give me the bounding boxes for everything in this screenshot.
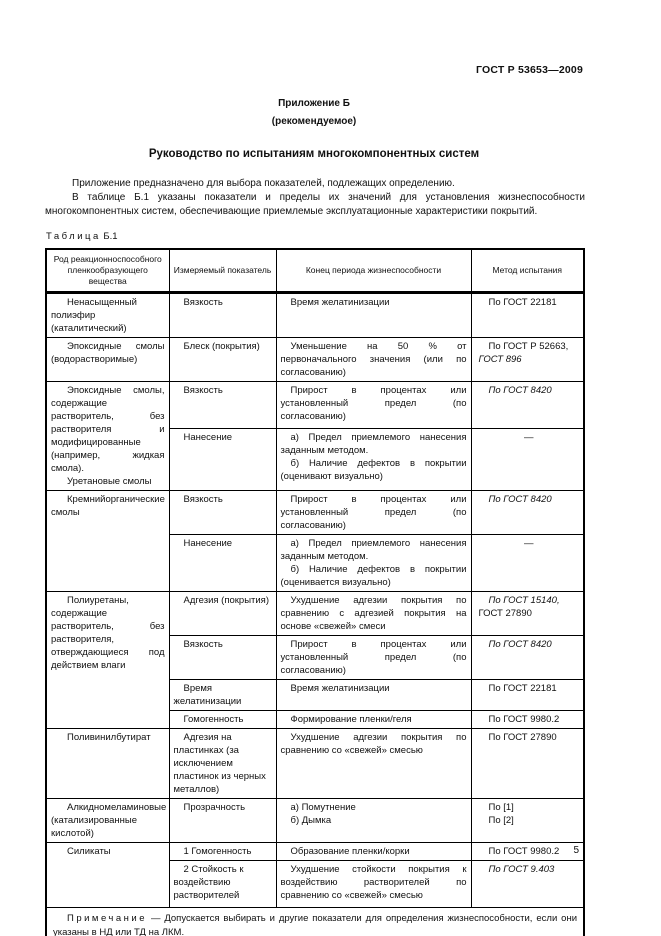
- table-row: [46, 382, 584, 429]
- note-body: — Допускается выбирать и другие показатели для определения жизнеспособности, если они указаны в НД или ТД на ЛКМ.: [53, 913, 578, 936]
- cell-end-condition: Ухудшение адгезии покрытия по сравнению с адгезией покрытия на основе «свежей» смеси: [276, 592, 471, 636]
- cell-note: [46, 908, 584, 936]
- cell-method: По ГОСТ 8420: [471, 382, 584, 429]
- cell-method: По ГОСТ 8420: [471, 636, 584, 680]
- note-label: Примечание: [67, 913, 147, 924]
- cell-end-condition: Прирост в процентах или установленный предел (по согласованию): [276, 636, 471, 680]
- cell-method: По ГОСТ 15140, ГОСТ 27890: [471, 592, 584, 636]
- cell-end-condition: Образование пленки/корки: [276, 843, 471, 861]
- cell-substance: Полиуретаны, содержащие растворитель, без растворителя, отверждающиеся под действием влаги: [46, 592, 169, 729]
- cell-method: По ГОСТ 22181: [471, 293, 584, 338]
- cell-substance: Кремнийорганические смолы: [46, 491, 169, 592]
- cell-indicator: Вязкость: [169, 636, 276, 680]
- page-number: 5: [573, 845, 579, 856]
- table-row: [46, 592, 584, 636]
- intro-text: [45, 177, 585, 219]
- cell-end-condition: Прирост в процентах или установленный предел (по согласованию): [276, 491, 471, 535]
- cell-end-condition: Уменьшение на 50 % от первоначального значения (или по согласованию): [276, 338, 471, 382]
- cell-method: По ГОСТ 9.403: [471, 861, 584, 908]
- header-indicator: Измеряемый показатель: [169, 249, 276, 293]
- table-row: [46, 843, 584, 861]
- cell-indicator: 1 Гомогенность: [169, 843, 276, 861]
- cell-end-condition: а) Помутнение б) Дымка: [276, 799, 471, 843]
- intro-paragraph-1: Приложение предназначено для выбора показателей, подлежащих определению.: [72, 178, 455, 189]
- cell-method: По [1] По [2]: [471, 799, 584, 843]
- table-caption-word: Таблица: [46, 231, 101, 242]
- note-text: [53, 912, 577, 936]
- cell-end-condition: Прирост в процентах или установленный предел (по согласованию): [276, 382, 471, 429]
- intro-paragraph-2: В таблице Б.1 указаны показатели и пределы их значений для установления жизнеспособности многокомпонентных систем, обеспечивающие приемлемые эксплуатационные характеристики покрытий.: [45, 192, 585, 217]
- cell-method: По ГОСТ 8420: [471, 491, 584, 535]
- cell-end-condition: Ухудшение стойкости покрытия к воздействию растворителей по сравнению со «свежей» смесью: [276, 861, 471, 908]
- cell-method: По ГОСТ 9980.2: [471, 711, 584, 729]
- cell-end-condition: Время желатинизации: [276, 680, 471, 711]
- annex-block: [45, 95, 583, 131]
- cell-indicator: Вязкость: [169, 293, 276, 338]
- cell-indicator: Нанесение: [169, 429, 276, 491]
- cell-method: —: [471, 535, 584, 592]
- header-substance: Род реакционноспособного пленкообразующего вещества: [46, 249, 169, 293]
- table-note-row: [46, 908, 584, 936]
- cell-indicator: Прозрачность: [169, 799, 276, 843]
- cell-indicator: 2 Стойкость к воздействию растворителей: [169, 861, 276, 908]
- cell-substance: Силикаты: [46, 843, 169, 908]
- annex-title: Приложение Б: [278, 98, 350, 109]
- cell-indicator: Вязкость: [169, 382, 276, 429]
- cell-indicator: Гомогенность: [169, 711, 276, 729]
- cell-indicator: Адгезия (покрытия): [169, 592, 276, 636]
- table-row: [46, 799, 584, 843]
- cell-indicator: Блеск (покрытия): [169, 338, 276, 382]
- cell-substance: Эпоксидные смолы, содержащие растворитель, без растворителя и модифицированные (например, жидкая смола). Уретановые смолы: [46, 382, 169, 491]
- cell-method: По ГОСТ Р 52663, ГОСТ 896: [471, 338, 584, 382]
- header-end-of-potlife: Конец периода жизнеспособности: [276, 249, 471, 293]
- table-row: [46, 729, 584, 799]
- table-row: [46, 491, 584, 535]
- cell-substance: Ненасыщенный полиэфир (каталитический): [46, 293, 169, 338]
- cell-indicator: Адгезия на пластинках (за исключением пластинок из черных металлов): [169, 729, 276, 799]
- page-title: Руководство по испытаниям многокомпонентных систем: [148, 148, 480, 160]
- table-row: [46, 338, 584, 382]
- test-guidance-table: [45, 248, 585, 936]
- cell-substance: Эпоксидные смолы (водорастворимые): [46, 338, 169, 382]
- cell-end-condition: а) Предел приемлемого нанесения заданным методом. б) Наличие дефектов в покрытии (оценивается визуально): [276, 535, 471, 592]
- cell-end-condition: Ухудшение адгезии покрытия по сравнению со «свежей» смесью: [276, 729, 471, 799]
- cell-substance: Алкидномеламиновые (катализированные кислотой): [46, 799, 169, 843]
- cell-end-condition: Время желатинизации: [276, 293, 471, 338]
- cell-substance: Поливинилбутират: [46, 729, 169, 799]
- table-caption-number: Б.1: [103, 231, 118, 242]
- cell-method: По ГОСТ 27890: [471, 729, 584, 799]
- table-row: [46, 293, 584, 338]
- cell-end-condition: Формирование пленки/геля: [276, 711, 471, 729]
- cell-indicator: Время желатинизации: [169, 680, 276, 711]
- doc-number: ГОСТ Р 53653—2009: [475, 64, 583, 76]
- cell-method: —: [471, 429, 584, 491]
- cell-method: По ГОСТ 9980.2: [471, 843, 584, 861]
- annex-subtitle: (рекомендуемое): [271, 116, 357, 127]
- cell-method: По ГОСТ 22181: [471, 680, 584, 711]
- table-header-row: [46, 249, 584, 293]
- cell-indicator: Нанесение: [169, 535, 276, 592]
- cell-end-condition: а) Предел приемлемого нанесения заданным методом. б) Наличие дефектов в покрытии (оценивают визуально): [276, 429, 471, 491]
- cell-indicator: Вязкость: [169, 491, 276, 535]
- table-caption: [46, 231, 118, 242]
- header-test-method: Метод испытания: [471, 249, 584, 293]
